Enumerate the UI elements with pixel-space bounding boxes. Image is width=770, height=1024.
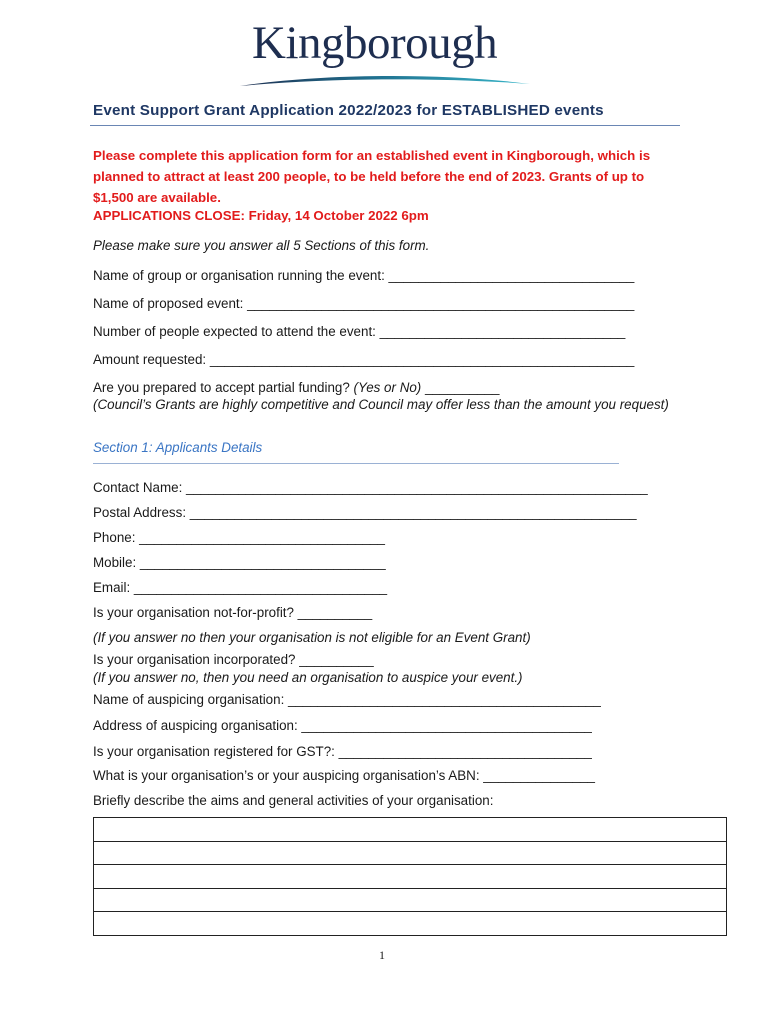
not-for-profit-field[interactable]: Is your organisation not-for-profit? __________: [93, 605, 373, 620]
logo-wordmark: Kingborough: [252, 17, 498, 69]
partial-funding-field[interactable]: [93, 380, 499, 395]
not-for-profit-note: (If you answer no then your organisation is not eligible for an Event Grant): [93, 630, 531, 645]
contact-name-field[interactable]: Contact Name: ______________________________________________________________: [93, 480, 648, 495]
partial-funding-label: Are you prepared to accept partial funding?: [93, 380, 354, 395]
abn-field[interactable]: What is your organisation’s or your auspicing organisation’s ABN: _______________: [93, 768, 595, 783]
mobile-field[interactable]: Mobile: _________________________________: [93, 555, 386, 570]
answer-line[interactable]: [94, 818, 726, 842]
attendance-field[interactable]: Number of people expected to attend the event: _________________________________: [93, 324, 626, 339]
postal-address-field[interactable]: Postal Address: ____________________________________________________________: [93, 505, 637, 520]
auspicing-name-field[interactable]: Name of auspicing organisation: __________________________________________: [93, 692, 601, 707]
aims-label: Briefly describe the aims and general activities of your organisation:: [93, 793, 494, 808]
kingborough-logo: [238, 17, 538, 92]
section-1-divider: [93, 463, 619, 464]
phone-field[interactable]: Phone: _________________________________: [93, 530, 385, 545]
answer-line[interactable]: [94, 842, 726, 866]
intro-text: Please complete this application form for an established event in Kingborough, which is planned to attract at least 200 people, to be held before the end of 2023. Grants of up to $1,500 are available.: [93, 148, 651, 205]
event-name-field[interactable]: Name of proposed event: ____________________________________________________: [93, 296, 635, 311]
answer-line[interactable]: [94, 889, 726, 913]
section-1-heading: Section 1: Applicants Details: [93, 440, 263, 455]
instruction-text: Please make sure you answer all 5 Sections of this form.: [93, 238, 430, 253]
partial-funding-note: (Council’s Grants are highly competitive and Council may offer less than the amount you request): [93, 397, 669, 412]
incorporated-field[interactable]: Is your organisation incorporated? __________: [93, 652, 374, 667]
partial-funding-hint: (Yes or No): [353, 380, 422, 395]
amount-field[interactable]: Amount requested: _________________________________________________________: [93, 352, 635, 367]
form-title: Event Support Grant Application 2022/2023 for ESTABLISHED events: [93, 102, 604, 119]
aims-answer-box[interactable]: [93, 817, 727, 936]
email-field[interactable]: Email: __________________________________: [93, 580, 388, 595]
incorporated-note: (If you answer no, then you need an organisation to auspice your event.): [93, 670, 523, 685]
auspicing-address-field[interactable]: Address of auspicing organisation: _______________________________________: [93, 718, 592, 733]
logo-swoosh: [238, 72, 538, 92]
answer-line[interactable]: [94, 912, 726, 935]
page-number: 1: [379, 948, 385, 962]
partial-funding-blank[interactable]: __________: [421, 380, 500, 395]
deadline-text: APPLICATIONS CLOSE: Friday, 14 October 2022 6pm: [93, 208, 429, 223]
gst-field[interactable]: Is your organisation registered for GST?: __________________________________: [93, 744, 592, 759]
title-divider: [90, 125, 680, 126]
group-name-field[interactable]: Name of group or organisation running the event: _________________________________: [93, 268, 635, 283]
answer-line[interactable]: [94, 865, 726, 889]
